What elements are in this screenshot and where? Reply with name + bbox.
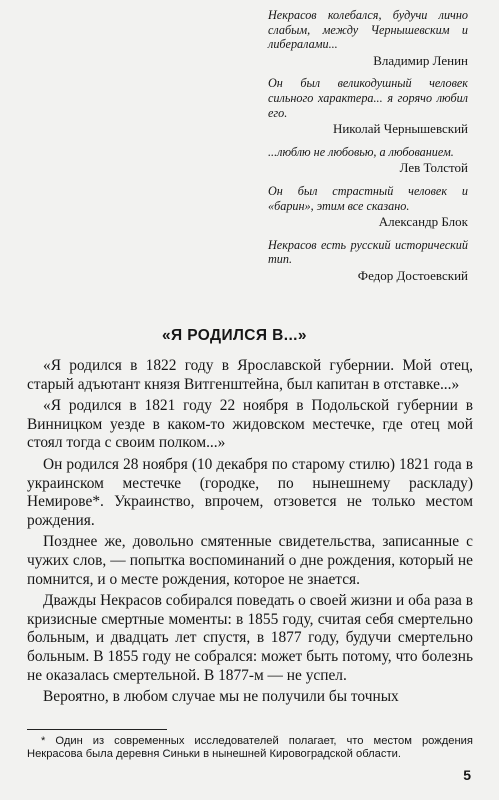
- epigraph: [268, 8, 468, 68]
- footnote-text: * Один из современных исследователей полагает, что местом рождения Некрасова была деревня Синьки в нынешней Кировоградской области.: [27, 735, 473, 761]
- epigraph-quote: Он был великодушный человек сильного характера... я горячо любил его.: [268, 76, 468, 120]
- paragraph: Он родился 28 ноября (10 декабря по старому стилю) 1821 года в украинском местечке (городке, по нынешнему раскладу) Немирове*. Украинство, впрочем, отзовется не только местом рождения.: [27, 455, 473, 529]
- epigraphs-block: [268, 8, 468, 292]
- epigraph-author: Федор Достоевский: [357, 267, 468, 283]
- footnote: [27, 735, 473, 762]
- paragraph: Вероятно, в любом случае мы не получили бы точных: [43, 688, 399, 706]
- paragraph: Позднее же, довольно смятенные свидетельства, записанные с чужих слов, — попытка воспоминаний о дне рождения, который не помнится, и о месте рождения, которое не знается.: [27, 533, 473, 588]
- epigraph: [268, 145, 468, 176]
- epigraph-author: Лев Толстой: [399, 160, 468, 176]
- page-number: 5: [463, 767, 471, 783]
- epigraph-author: Николай Чернышевский: [332, 121, 468, 137]
- epigraph-author: Александр Блок: [378, 214, 468, 230]
- epigraph: [268, 184, 468, 230]
- paragraph: Дважды Некрасов собирался поведать о своей жизни и оба раза в кризисные смертные моменты: в 1855 году, считая себя смертельно больным, и двадцать лет спустя, в 1877 году, будучи смертельно больным. В 1855 году не собрался: может быть потому, что болезнь не оказалась смертельной. В 1877-м — не успел.: [27, 592, 473, 684]
- footnote-divider: [27, 729, 167, 730]
- epigraph: [268, 76, 468, 136]
- epigraph-quote: Он был страстный человек и «барин», этим все сказано.: [268, 183, 468, 213]
- paragraph: «Я родился в 1821 году 22 ноября в Подольской губернии в Винницком уезде в каком-то жидовском местечке, где отец мой стоял тогда с своим полком...»: [27, 397, 473, 452]
- epigraph: [268, 238, 468, 284]
- epigraph-author: Владимир Ленин: [373, 52, 468, 68]
- chapter-title: «Я РОДИЛСЯ В...»: [162, 327, 307, 344]
- epigraph-quote: Некрасов есть русский исторический тип.: [268, 237, 468, 267]
- paragraph: «Я родился в 1822 году в Ярославской губернии. Мой отец, старый адъютант князя Витгенштейна, был капитан в отставке...»: [27, 357, 473, 393]
- epigraph-quote: Некрасов колебался, будучи лично слабым, между Чернышевским и либералами...: [268, 8, 468, 52]
- epigraph-quote: ...люблю не любовью, а любованием.: [268, 144, 454, 159]
- body-text: [27, 357, 473, 710]
